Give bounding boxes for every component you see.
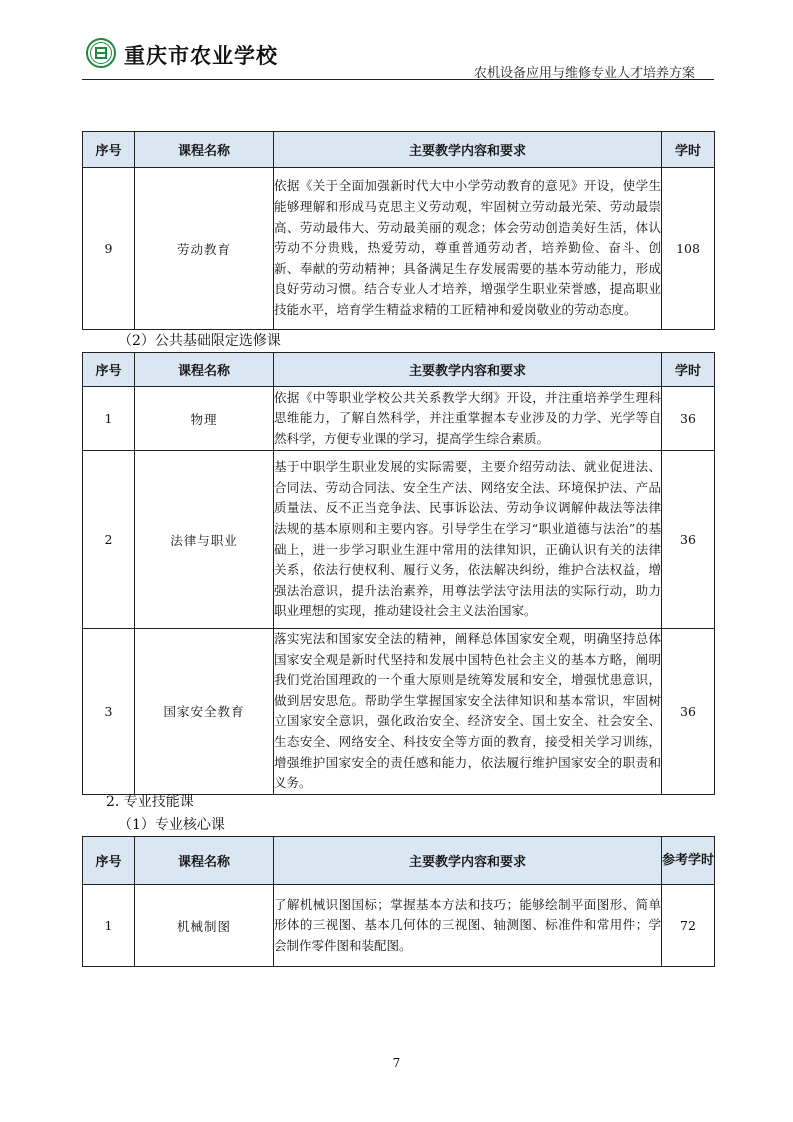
cell-hours: 108 xyxy=(662,168,715,330)
school-name: 重庆市农业学校 xyxy=(124,44,278,68)
column-header-no: 序号 xyxy=(83,132,135,168)
column-header-hours: 学时 xyxy=(662,132,715,168)
header-rule xyxy=(82,79,714,80)
cell-no: 2 xyxy=(83,451,135,629)
table-row xyxy=(83,451,715,629)
course-table-required xyxy=(82,131,715,330)
cell-content: 落实宪法和国家安全法的精神，阐释总体国家安全观，明确坚持总体国家安全观是新时代坚持和发展中国特色社会主义的基本方略，阐明我们党治国理政的一个重大原则是统筹发展和安全，增强忧患意识，做到居安思危。帮助学生掌握国家安全法律知识和基本常识，牢固树立国家安全意识，强化政治安全、经济安全、国土安全、社会安全、生态安全、网络安全、科技安全等方面的教育，接受相关学习训练，增强维护国家安全的责任感和能力，依法履行维护国家安全的职责和义务。 xyxy=(274,629,662,795)
school-emblem-icon xyxy=(86,38,116,68)
column-header-name: 课程名称 xyxy=(135,837,274,885)
cell-no: 9 xyxy=(83,168,135,330)
cell-content: 基于中职学生职业发展的实际需要，主要介绍劳动法、就业促进法、合同法、劳动合同法、安全生产法、网络安全法、环境保护法、产品质量法、反不正当竞争法、民事诉讼法、劳动争议调解仲裁法等法律法规的基本原则和主要内容。引导学生在学习“职业道德与法治”的基础上，进一步学习职业生涯中常用的法律知识，正确认识有关的法律关系，依法行使权利、履行义务，依法解决纠纷，维护合法权益，增强法治意识，提升法治素养，用尊法学法守法用法的实际行动，助力职业理想的实现，推动建设社会主义法治国家。 xyxy=(274,451,662,629)
column-header-no: 序号 xyxy=(83,837,135,885)
cell-hours: 36 xyxy=(662,387,715,451)
section-caption-skill: 2. 专业技能课 xyxy=(106,794,194,810)
table-header-row xyxy=(83,132,715,168)
cell-hours: 72 xyxy=(662,885,715,967)
column-header-no: 序号 xyxy=(83,353,135,387)
cell-no: 1 xyxy=(83,387,135,451)
column-header-ref-hours: 参考学时 xyxy=(662,837,715,885)
table-row xyxy=(83,387,715,451)
cell-course-name: 法律与职业 xyxy=(135,451,274,629)
cell-course-name: 物理 xyxy=(135,387,274,451)
cell-content: 依据《关于全面加强新时代大中小学劳动教育的意见》开设，使学生能够理解和形成马克思主义劳动观，牢固树立劳动最光荣、劳动最崇高、劳动最伟大、劳动最美丽的观念；体会劳动创造美好生活，体认劳动不分贵贱，热爱劳动，尊重普通劳动者，培养勤俭、奋斗、创新、奉献的劳动精神；具备满足生存发展需要的基本劳动能力，形成良好劳动习惯。结合专业人才培养，增强学生职业荣誉感，提高职业技能水平，培育学生精益求精的工匠精神和爱岗敬业的劳动态度。 xyxy=(274,168,662,330)
table-header-row xyxy=(83,837,715,885)
column-header-name: 课程名称 xyxy=(135,132,274,168)
column-header-name: 课程名称 xyxy=(135,353,274,387)
table-row xyxy=(83,629,715,795)
cell-course-name: 劳动教育 xyxy=(135,168,274,330)
course-table-elective xyxy=(82,352,715,795)
page-header xyxy=(0,0,793,82)
column-header-content: 主要教学内容和要求 xyxy=(274,837,662,885)
page-number: 7 xyxy=(392,1056,401,1070)
table-row xyxy=(83,885,715,967)
section-caption-public-elective: （2）公共基础限定选修课 xyxy=(118,333,281,349)
section-caption-core: （1）专业核心课 xyxy=(118,817,225,833)
cell-course-name: 国家安全教育 xyxy=(135,629,274,795)
course-table-core xyxy=(82,836,715,967)
cell-content: 依据《中等职业学校公共关系教学大纲》开设，并注重培养学生理科思维能力，了解自然科学，并注重掌握本专业涉及的力学、光学等自然科学，方便专业课的学习，提高学生综合素质。 xyxy=(274,387,662,451)
document-title: 农机设备应用与维修专业人才培养方案 xyxy=(473,66,695,81)
cell-content: 了解机械识图国标；掌握基本方法和技巧；能够绘制平面图形、简单形体的三视图、基本几何体的三视图、轴测图、标准件和常用件；学会制作零件图和装配图。 xyxy=(274,885,662,967)
table-row xyxy=(83,168,715,330)
column-header-content: 主要教学内容和要求 xyxy=(274,353,662,387)
column-header-content: 主要教学内容和要求 xyxy=(274,132,662,168)
cell-no: 3 xyxy=(83,629,135,795)
cell-hours: 36 xyxy=(662,451,715,629)
cell-hours: 36 xyxy=(662,629,715,795)
cell-no: 1 xyxy=(83,885,135,967)
cell-course-name: 机械制图 xyxy=(135,885,274,967)
table-header-row xyxy=(83,353,715,387)
column-header-hours: 学时 xyxy=(662,353,715,387)
